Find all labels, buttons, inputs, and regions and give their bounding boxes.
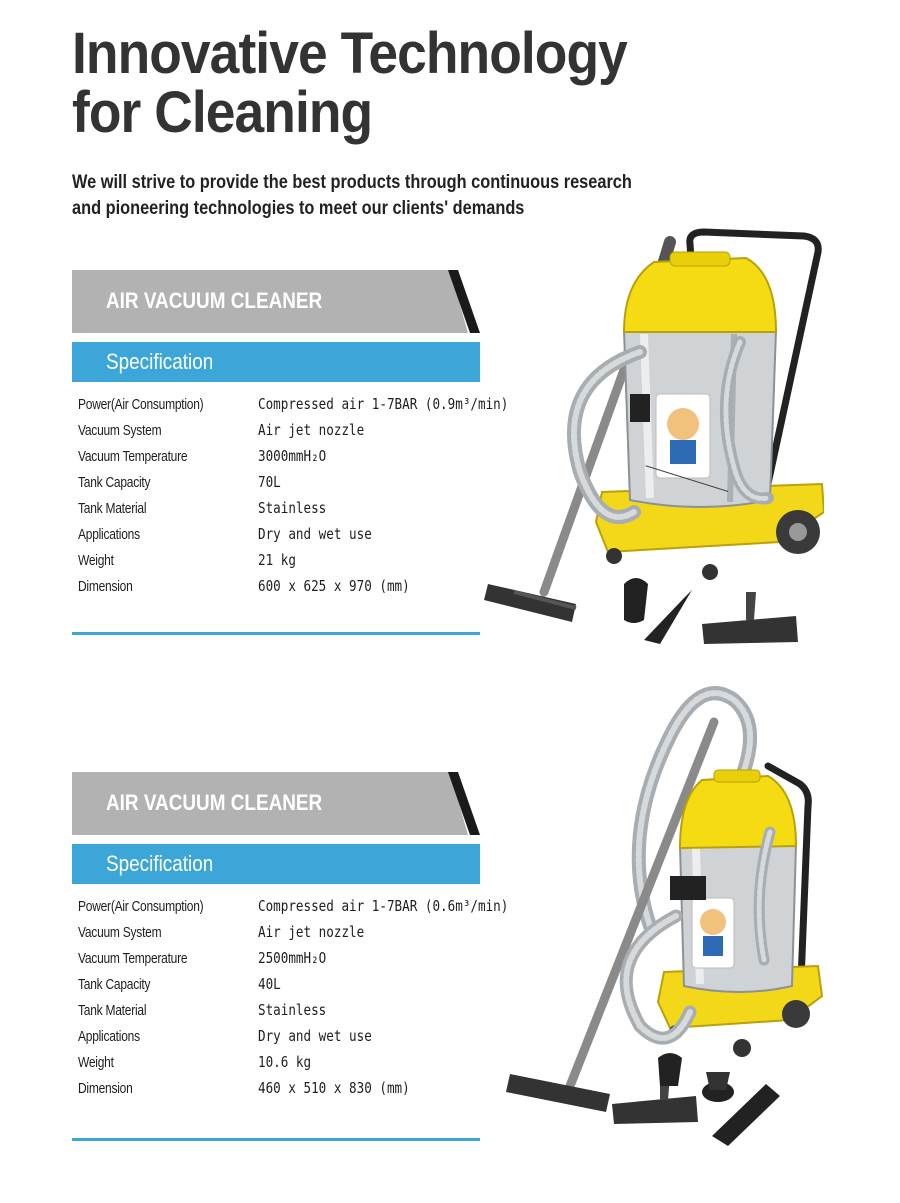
headline-line-2: for Cleaning xyxy=(72,80,373,145)
section-divider xyxy=(72,1138,480,1141)
spec-row-tank-material xyxy=(72,1000,480,1026)
product-title: AIR VACUUM CLEANER xyxy=(106,288,323,313)
spec-row-tank-capacity xyxy=(72,472,480,498)
spec-value: Dry and wet use xyxy=(258,525,372,543)
spec-label: Tank Capacity xyxy=(78,474,151,491)
spec-label: Power(Air Consumption) xyxy=(78,396,204,413)
spec-list xyxy=(72,394,509,602)
spec-label: Applications xyxy=(78,526,140,543)
spec-row-power xyxy=(72,896,509,922)
spec-label: Vacuum System xyxy=(78,422,162,439)
spec-value: Compressed air 1-7BAR (0.9m³/min) xyxy=(258,395,509,413)
spec-value: Dry and wet use xyxy=(258,1027,372,1045)
spec-label: Tank Material xyxy=(78,500,147,517)
spec-label: Vacuum Temperature xyxy=(78,950,188,967)
spec-value: Air jet nozzle xyxy=(258,923,365,941)
spec-value: 10.6 kg xyxy=(258,1053,312,1071)
spec-label: Tank Material xyxy=(78,1002,147,1019)
spec-row-power xyxy=(72,394,509,420)
spec-value: 70L xyxy=(258,473,281,491)
spec-heading-bar xyxy=(72,342,480,382)
spec-heading-bar xyxy=(72,844,480,884)
page-headline xyxy=(72,21,627,145)
spec-label: Dimension xyxy=(78,1080,133,1097)
spec-value: 600 x 625 x 970 (mm) xyxy=(258,577,410,595)
spec-label: Weight xyxy=(78,1054,114,1071)
intro-line-2: and pioneering technologies to meet our clients' demands xyxy=(72,198,525,219)
spec-value: Compressed air 1-7BAR (0.6m³/min) xyxy=(258,897,509,915)
spec-value: Stainless xyxy=(258,499,327,517)
spec-row-vacuum-system xyxy=(72,922,480,948)
spec-label: Weight xyxy=(78,552,114,569)
headline-line-1: Innovative Technology xyxy=(72,21,627,86)
spec-row-applications xyxy=(72,1026,480,1052)
spec-row-tank-capacity xyxy=(72,974,480,1000)
spec-value: Stainless xyxy=(258,1001,327,1019)
spec-row-applications xyxy=(72,524,480,550)
spec-label: Applications xyxy=(78,1028,140,1045)
spec-list xyxy=(72,896,509,1104)
spec-value: 40L xyxy=(258,975,281,993)
spec-row-dimension xyxy=(72,576,480,602)
product-section-40l xyxy=(72,772,509,1141)
spec-heading: Specification xyxy=(106,851,214,876)
product-title-bar xyxy=(72,270,480,333)
spec-row-vacuum-system xyxy=(72,420,480,446)
spec-row-vacuum-temperature xyxy=(72,446,480,472)
vacuum-cleaner-70l-image xyxy=(484,212,824,652)
spec-value: 2500mmH₂O xyxy=(258,949,327,967)
spec-value: 21 kg xyxy=(258,551,296,569)
product-title-bar xyxy=(72,772,480,835)
spec-value: 460 x 510 x 830 (mm) xyxy=(258,1079,410,1097)
section-divider xyxy=(72,632,480,635)
spec-heading: Specification xyxy=(106,349,214,374)
intro-line-1: We will strive to provide the best products through continuous research xyxy=(72,172,632,193)
spec-row-weight xyxy=(72,550,480,576)
vacuum-cleaner-40l-image xyxy=(500,676,830,1156)
spec-label: Vacuum System xyxy=(78,924,162,941)
product-section-70l xyxy=(72,270,509,635)
spec-value: Air jet nozzle xyxy=(258,421,365,439)
spec-label: Vacuum Temperature xyxy=(78,448,188,465)
product-title: AIR VACUUM CLEANER xyxy=(106,790,323,815)
spec-row-tank-material xyxy=(72,498,480,524)
spec-row-dimension xyxy=(72,1078,480,1104)
spec-label: Tank Capacity xyxy=(78,976,151,993)
spec-value: 3000mmH₂O xyxy=(258,447,327,465)
spec-label: Power(Air Consumption) xyxy=(78,898,204,915)
spec-row-vacuum-temperature xyxy=(72,948,480,974)
spec-row-weight xyxy=(72,1052,480,1078)
spec-label: Dimension xyxy=(78,578,133,595)
